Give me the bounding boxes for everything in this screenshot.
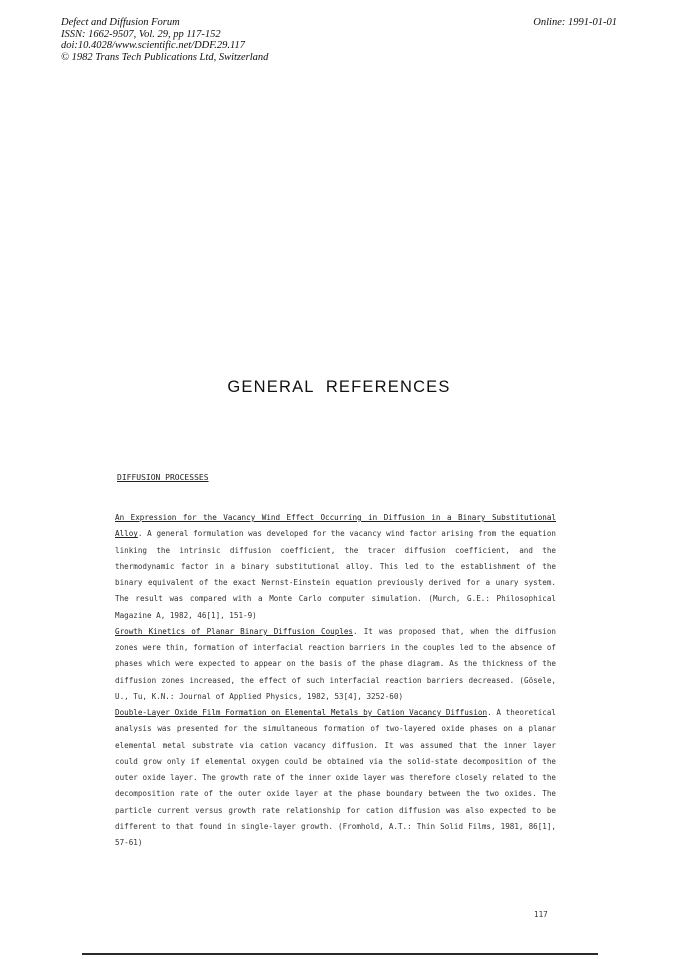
page-number: 117 — [534, 910, 548, 919]
footer-rule — [82, 953, 598, 955]
references-body — [115, 510, 556, 851]
reference-entry — [115, 510, 556, 624]
copyright-line: © 1982 Trans Tech Publications Ltd, Switzerland — [61, 51, 269, 63]
reference-text: . A general formulation was developed for the vacancy wind factor arising from the equation linking the intrinsic diffusion coefficient, the tracer diffusion coefficient, and the thermodynamic factor in a binary substitutional alloy. This led to the establishment of the binary equivalent of the exact Nernst-Einstein equation previously derived for a unary system. The result was compared with a Monte Carlo computer simulation. (Murch, G.E.: Philosophical Magazine A, 1982, 46[1], 151-9) — [115, 529, 556, 620]
doi-line: doi:10.4028/www.scientific.net/DDF.29.117 — [61, 40, 246, 51]
online-date: Online: 1991-01-01 — [533, 17, 617, 28]
journal-name: Defect and Diffusion Forum — [61, 17, 180, 28]
page-title: GENERAL REFERENCES — [227, 378, 451, 396]
section-heading: DIFFUSION PROCESSES — [117, 473, 209, 482]
reference-title: Growth Kinetics of Planar Binary Diffusion Couples — [115, 626, 353, 636]
reference-text: . It was proposed that, when the diffusion zones were thin, formation of interfacial reaction barriers in the couples led to the absence of phases which were expected to appear on the basis of the phase diagram. As the thickness of the diffusion zones increased, the effect of such interfacial reaction barriers decreased. (Gösele, U., Tu, K.N.: Journal of Applied Physics, 1982, 53[4], 3252-60) — [115, 626, 556, 701]
reference-entry — [115, 705, 556, 851]
issn-line: ISSN: 1662-9507, Vol. 29, pp 117-152 — [61, 28, 221, 40]
reference-title: An Expression for the Vacancy Wind Effect Occurring in Diffusion in a Binary Substitutional Alloy — [115, 513, 556, 539]
journal-header — [61, 17, 268, 63]
reference-text: . A theoretical analysis was presented for the simultaneous formation of two-layered oxide phases on a planar elemental metal substrate via cation vacancy diffusion. It was assumed that the inner layer could grow only if elemental oxygen could be obtained via the solid-state decomposition of the outer oxide layer. The growth rate of the inner oxide layer was therefore closely related to the decomposition rate of the outer oxide layer at the phase boundary between the two oxides. The particle current versus growth rate relationship for cation diffusion was also expected to be different to that found in single-layer growth. (Fromhold, A.T.: Thin Solid Films, 1981, 86[1], 57-61) — [115, 708, 556, 847]
reference-title: Double-Layer Oxide Film Formation on Elemental Metals by Cation Vacancy Diffusion — [115, 708, 488, 717]
reference-entry — [115, 624, 556, 705]
